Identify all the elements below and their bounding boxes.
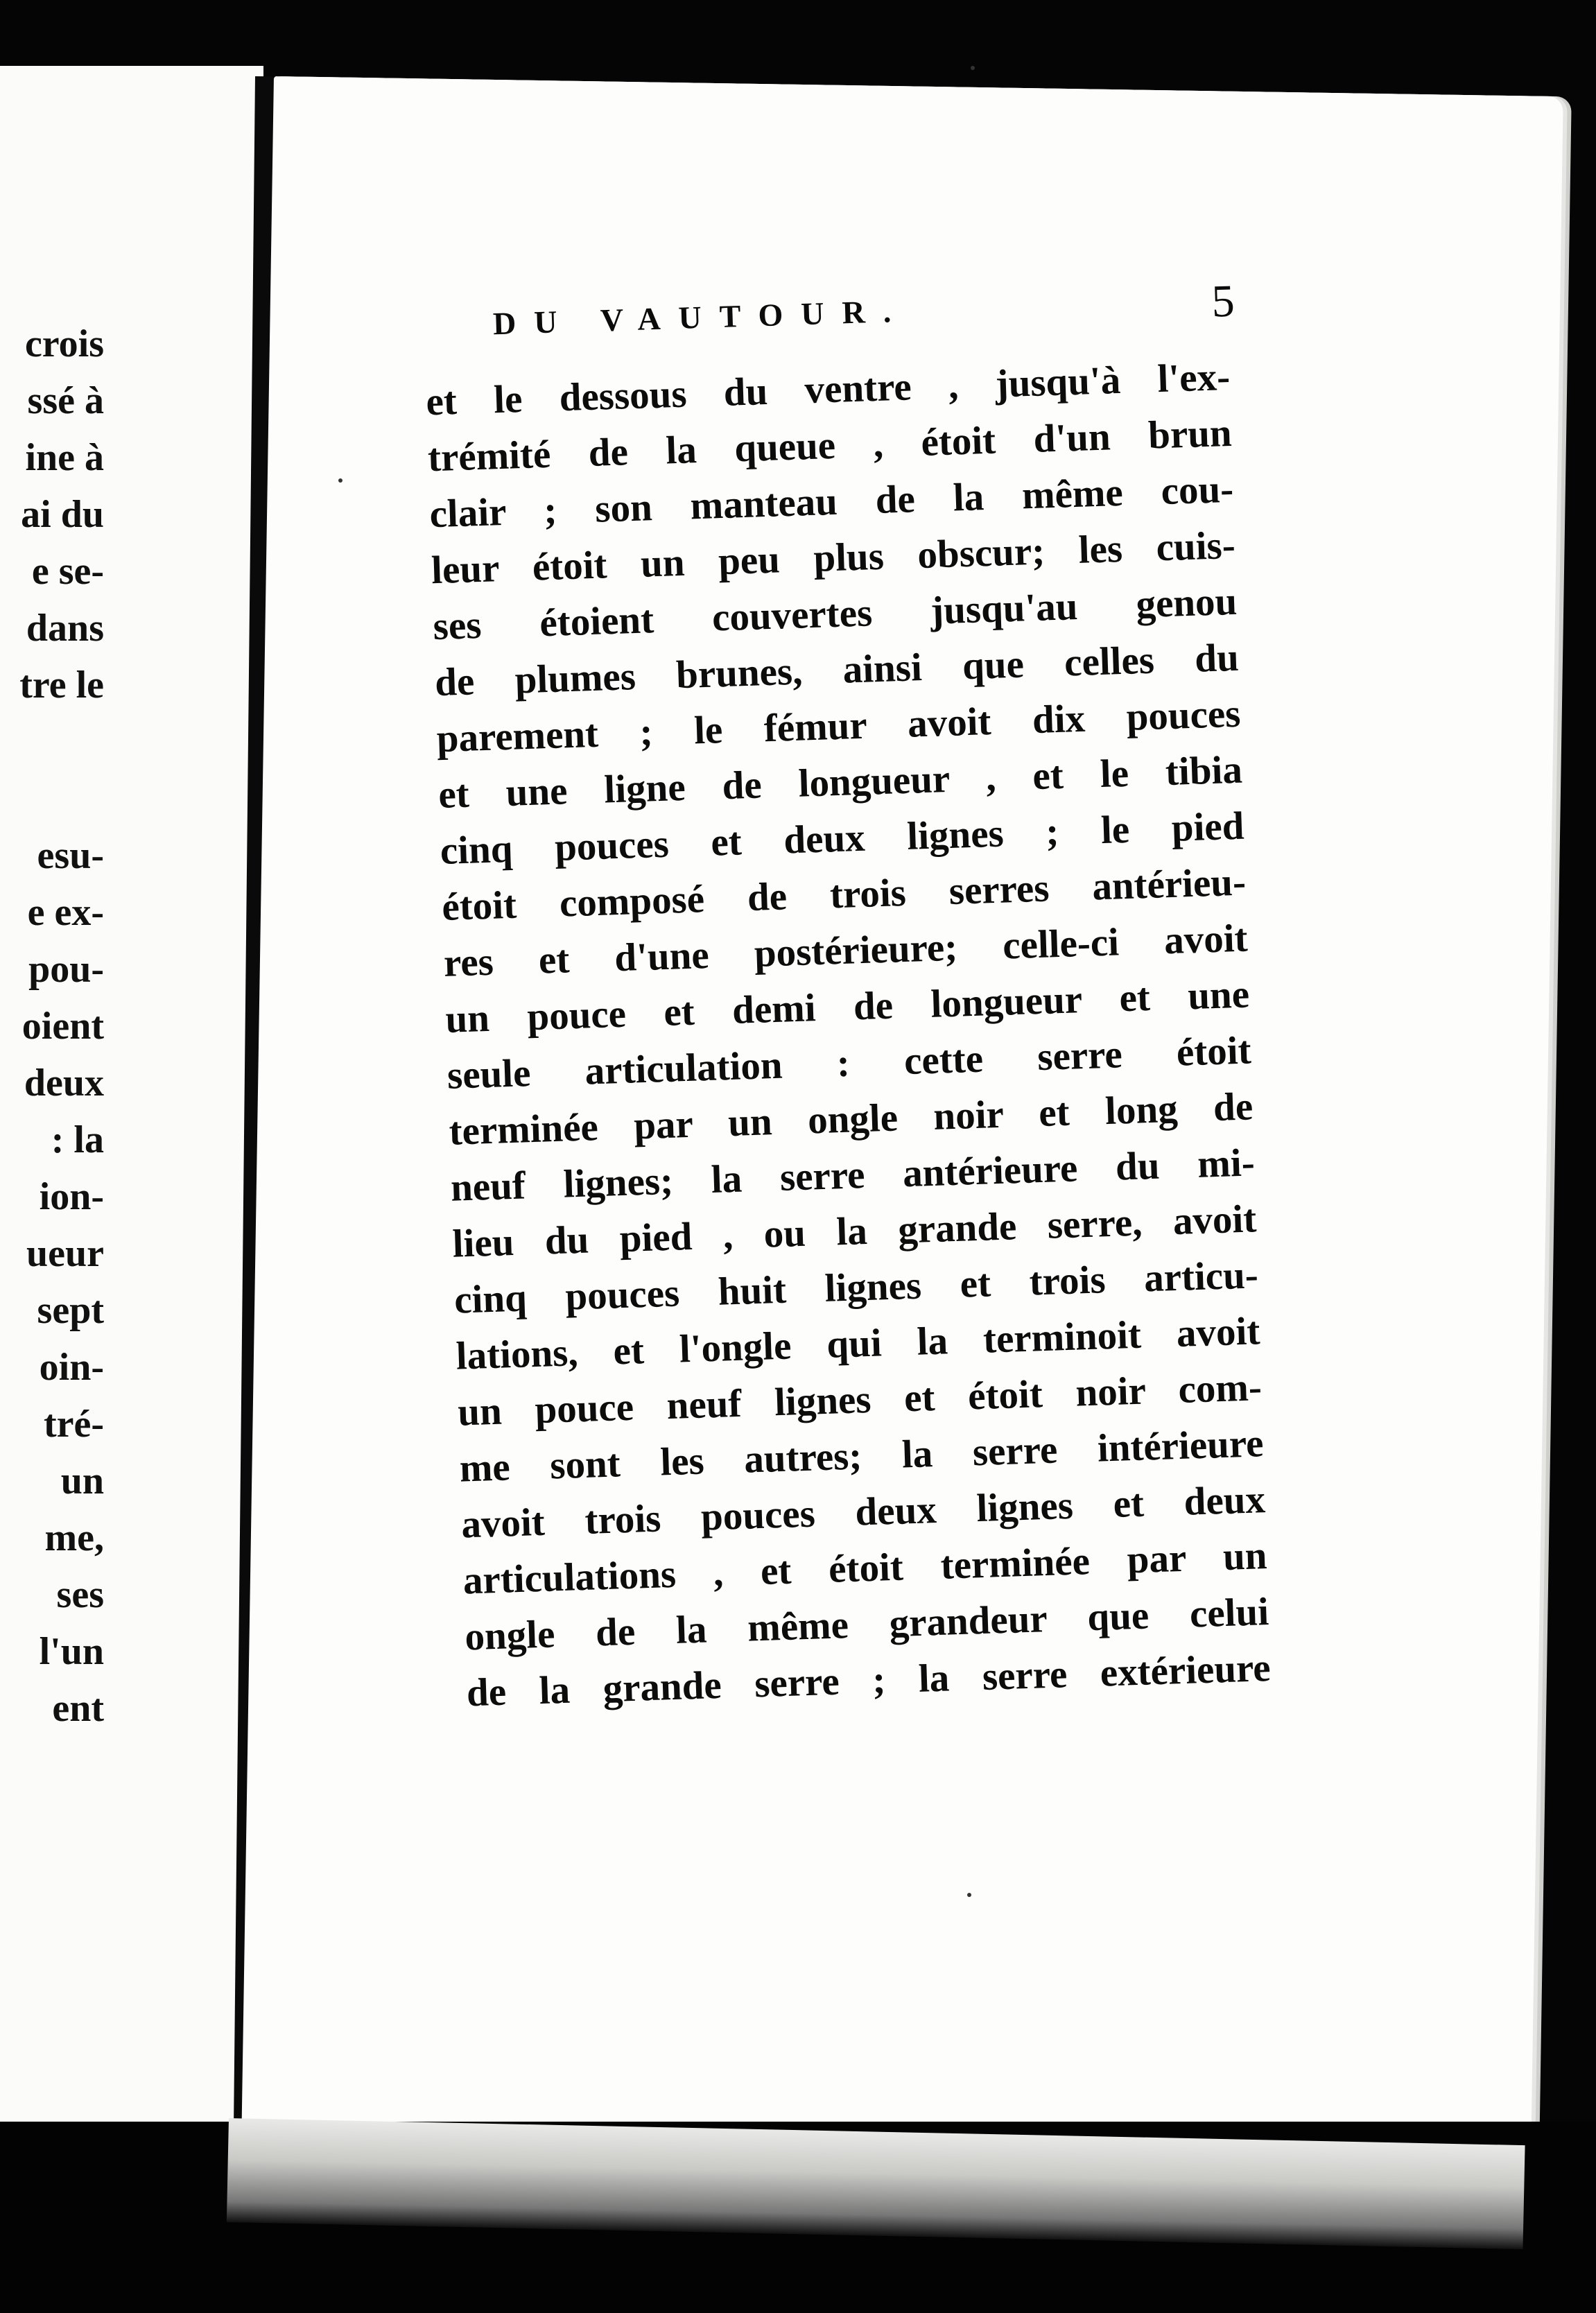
- left-line: : la: [51, 1118, 104, 1161]
- text-line-content: cinq pouces huit lignes et trois articu-: [453, 1253, 1259, 1322]
- left-line: pou-: [28, 948, 104, 991]
- paper-speck: [338, 478, 342, 483]
- current-page: [241, 76, 1563, 2190]
- text-line-content: res et d'une postérieure; celle-ci avoit: [443, 916, 1249, 985]
- left-line: tre le: [19, 664, 104, 707]
- text-line-content: parement ; le fémur avoit dix pouces: [435, 691, 1242, 761]
- text-line-content: lieu du pied , ou la grande serre, avoit: [451, 1197, 1258, 1266]
- left-line: deux: [24, 1062, 104, 1104]
- left-line: ses: [56, 1573, 104, 1616]
- left-line: crois: [24, 322, 104, 365]
- left-line: l'un: [39, 1630, 104, 1673]
- left-line: ueur: [26, 1232, 104, 1275]
- text-line-content: me sont les autres; la serre intérieure: [458, 1421, 1265, 1491]
- left-line: dans: [26, 607, 104, 650]
- text-line-content: et le dessous du ventre , jusqu'à l'ex-: [425, 354, 1231, 424]
- paper-speck: [967, 1893, 971, 1897]
- text-line-content: clair ; son manteau de la même cou-: [428, 467, 1235, 537]
- text-line-content: de la grande serre ; la serre extérieure: [466, 1646, 1272, 1715]
- text-line-content: ses étoient couvertes jusqu'au genou: [432, 579, 1238, 649]
- left-line: un: [60, 1459, 104, 1502]
- text-line-content: trémité de la queue , étoit d'un brun: [427, 410, 1233, 480]
- text-line-content: articulations , et étoit terminée par un: [462, 1534, 1268, 1603]
- text-line-content: leur étoit un peu plus obscur; les cuis-: [431, 523, 1236, 593]
- left-line: ine à: [25, 436, 104, 479]
- left-line: ssé à: [27, 379, 104, 422]
- text-line-content: un pouce et demi de longueur et une: [444, 972, 1250, 1041]
- paper-speck: [971, 66, 975, 70]
- page-number: 5: [1211, 275, 1235, 327]
- text-line-content: neuf lignes; la serre antérieure du mi-: [450, 1141, 1256, 1210]
- left-line: ent: [52, 1687, 104, 1730]
- running-title: DU VAUTOUR.: [492, 293, 910, 342]
- left-line: oin-: [39, 1346, 104, 1389]
- text-line-content: un pouce neuf lignes et étoit noir com-: [457, 1365, 1263, 1435]
- left-line: ai du: [21, 493, 104, 536]
- text-line-content: lations, et l'ongle qui la terminoit avoit: [455, 1309, 1261, 1378]
- left-line: oient: [21, 1005, 104, 1048]
- left-line: me,: [44, 1516, 104, 1559]
- left-line: esu-: [37, 834, 104, 877]
- text-line-content: et une ligne de longueur , et le tibia: [437, 747, 1243, 817]
- text-line-content: ongle de la même grandeur que celui: [464, 1590, 1269, 1659]
- text-line-content: cinq pouces et deux lignes ; le pied: [439, 804, 1245, 874]
- previous-page-fragment: [0, 66, 263, 2139]
- left-line: e ex-: [27, 891, 104, 934]
- text-line-content: de plumes brunes, ainsi que celles du: [434, 635, 1240, 705]
- left-line: e se-: [31, 550, 104, 593]
- left-line: ion-: [39, 1175, 104, 1218]
- page-content: [423, 275, 1272, 1721]
- left-line: tré-: [43, 1403, 104, 1446]
- left-line-blank: [0, 713, 104, 827]
- text-line-content: avoit trois pouces deux lignes et deux: [460, 1478, 1266, 1547]
- body-text: [425, 349, 1271, 1721]
- text-line-content: terminée par un ongle noir et long de: [448, 1084, 1254, 1154]
- previous-page-text: [0, 315, 104, 1737]
- text-line-content: étoit composé de trois serres antérieu-: [441, 860, 1247, 929]
- text-line-content: seule articulation : cette serre étoit: [446, 1028, 1252, 1098]
- left-line: sept: [37, 1289, 104, 1332]
